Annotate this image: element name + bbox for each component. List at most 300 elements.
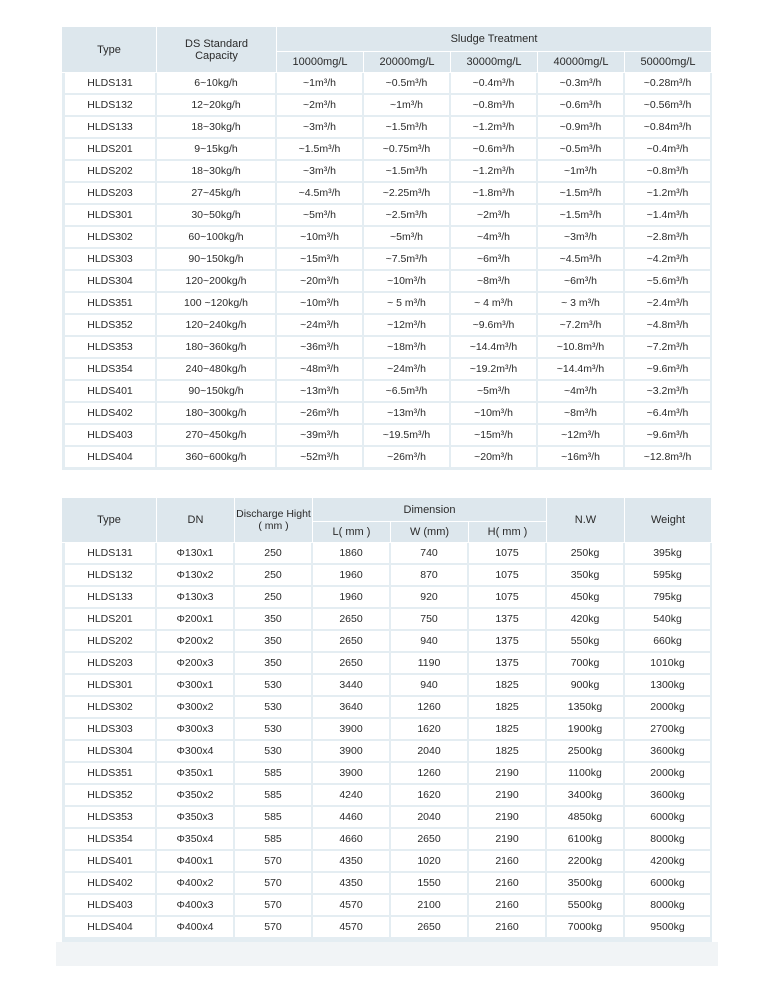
cell-flow: ~19.2m³/h — [451, 359, 538, 381]
table-row — [62, 315, 712, 337]
table-row — [62, 587, 712, 609]
cell-length: 1860 — [313, 543, 391, 565]
cell-capacity: 12~20kg/h — [157, 95, 277, 117]
cell-net-weight: 4850kg — [547, 807, 625, 829]
table-row — [62, 403, 712, 425]
cell-flow: ~0.5m³/h — [364, 73, 451, 95]
cell-dn: Φ130x3 — [157, 587, 235, 609]
cell-height: 1375 — [469, 609, 547, 631]
header-ds-capacity: DS Standard Capacity — [157, 27, 277, 73]
cell-flow: ~15m³/h — [451, 425, 538, 447]
dimension-table-body — [62, 543, 712, 939]
cell-dn: Φ400x2 — [157, 873, 235, 895]
cell-type: HLDS352 — [62, 315, 157, 337]
cell-flow: ~14.4m³/h — [451, 337, 538, 359]
cell-net-weight: 6100kg — [547, 829, 625, 851]
cell-flow: ~2.5m³/h — [364, 205, 451, 227]
cell-flow: ~12.8m³/h — [625, 447, 712, 469]
cell-discharge-height: 585 — [235, 785, 313, 807]
cell-width: 2040 — [391, 807, 469, 829]
cell-flow: ~5.6m³/h — [625, 271, 712, 293]
table-row — [62, 895, 712, 917]
cell-length: 4350 — [313, 851, 391, 873]
table-row — [62, 161, 712, 183]
cell-flow: ~24m³/h — [364, 359, 451, 381]
cell-width: 1260 — [391, 697, 469, 719]
cell-type: HLDS354 — [62, 829, 157, 851]
table-row — [62, 447, 712, 469]
cell-capacity: 270~450kg/h — [157, 425, 277, 447]
cell-type: HLDS131 — [62, 73, 157, 95]
cell-flow: ~6.5m³/h — [364, 381, 451, 403]
cell-discharge-height: 350 — [235, 653, 313, 675]
table-row — [62, 829, 712, 851]
cell-weight: 2000kg — [625, 763, 712, 785]
cell-type: HLDS303 — [62, 249, 157, 271]
cell-flow: ~4m³/h — [451, 227, 538, 249]
cell-length: 3900 — [313, 763, 391, 785]
table-row — [62, 249, 712, 271]
cell-flow: ~5m³/h — [364, 227, 451, 249]
cell-width: 920 — [391, 587, 469, 609]
cell-capacity: 9~15kg/h — [157, 139, 277, 161]
cell-flow: ~8m³/h — [538, 403, 625, 425]
cell-flow: ~13m³/h — [364, 403, 451, 425]
cell-capacity: 100 ~120kg/h — [157, 293, 277, 315]
cell-width: 750 — [391, 609, 469, 631]
cell-dn: Φ200x1 — [157, 609, 235, 631]
cell-weight: 660kg — [625, 631, 712, 653]
cell-flow: ~5m³/h — [277, 205, 364, 227]
cell-width: 2650 — [391, 917, 469, 939]
cell-discharge-height: 585 — [235, 807, 313, 829]
cell-weight: 395kg — [625, 543, 712, 565]
cell-net-weight: 1350kg — [547, 697, 625, 719]
header-dimension: Dimension — [313, 498, 547, 522]
cell-type: HLDS354 — [62, 359, 157, 381]
cell-length: 1960 — [313, 565, 391, 587]
cell-discharge-height: 570 — [235, 917, 313, 939]
cell-discharge-height: 250 — [235, 543, 313, 565]
sludge-capacity-table — [62, 27, 712, 469]
cell-height: 1825 — [469, 741, 547, 763]
cell-net-weight: 550kg — [547, 631, 625, 653]
cell-type: HLDS401 — [62, 381, 157, 403]
header-height: H( mm ) — [469, 522, 547, 543]
cell-flow: ~1.5m³/h — [277, 139, 364, 161]
cell-height: 1825 — [469, 675, 547, 697]
cell-dn: Φ400x3 — [157, 895, 235, 917]
cell-type: HLDS202 — [62, 161, 157, 183]
cell-flow: ~1.2m³/h — [451, 161, 538, 183]
cell-flow: ~24m³/h — [277, 315, 364, 337]
cell-dn: Φ350x2 — [157, 785, 235, 807]
cell-net-weight: 900kg — [547, 675, 625, 697]
cell-type: HLDS132 — [62, 95, 157, 117]
cell-discharge-height: 585 — [235, 829, 313, 851]
table-row — [62, 543, 712, 565]
cell-width: 1620 — [391, 785, 469, 807]
cell-dn: Φ350x4 — [157, 829, 235, 851]
cell-net-weight: 2200kg — [547, 851, 625, 873]
cell-type: HLDS133 — [62, 587, 157, 609]
table-row — [62, 337, 712, 359]
cell-flow: ~2m³/h — [451, 205, 538, 227]
cell-flow: ~1.4m³/h — [625, 205, 712, 227]
cell-flow: ~0.6m³/h — [451, 139, 538, 161]
cell-flow: ~15m³/h — [277, 249, 364, 271]
cell-length: 3900 — [313, 741, 391, 763]
cell-flow: ~1.5m³/h — [364, 117, 451, 139]
cell-weight: 8000kg — [625, 829, 712, 851]
cell-weight: 795kg — [625, 587, 712, 609]
header-concentration: 30000mg/L — [451, 52, 538, 73]
cell-flow: ~6m³/h — [538, 271, 625, 293]
cell-capacity: 120~240kg/h — [157, 315, 277, 337]
header-width: W (mm) — [391, 522, 469, 543]
cell-flow: ~20m³/h — [277, 271, 364, 293]
cell-capacity: 90~150kg/h — [157, 381, 277, 403]
cell-flow: ~26m³/h — [364, 447, 451, 469]
cell-width: 2100 — [391, 895, 469, 917]
cell-dn: Φ300x2 — [157, 697, 235, 719]
cell-flow: ~10m³/h — [364, 271, 451, 293]
cell-capacity: 90~150kg/h — [157, 249, 277, 271]
table-row — [62, 73, 712, 95]
cell-type: HLDS401 — [62, 851, 157, 873]
cell-type: HLDS351 — [62, 763, 157, 785]
cell-flow: ~3m³/h — [277, 117, 364, 139]
table-row — [62, 271, 712, 293]
cell-type: HLDS203 — [62, 653, 157, 675]
header-length: L( mm ) — [313, 522, 391, 543]
cell-dn: Φ350x1 — [157, 763, 235, 785]
cell-flow: ~26m³/h — [277, 403, 364, 425]
table-row — [62, 631, 712, 653]
cell-discharge-height: 530 — [235, 675, 313, 697]
header-sludge-treatment: Sludge Treatment — [277, 27, 712, 52]
table-row — [62, 675, 712, 697]
table-row — [62, 117, 712, 139]
cell-length: 4570 — [313, 895, 391, 917]
cell-type: HLDS201 — [62, 609, 157, 631]
cell-dn: Φ130x2 — [157, 565, 235, 587]
cell-flow: ~1.5m³/h — [538, 183, 625, 205]
table-row — [62, 763, 712, 785]
cell-dn: Φ300x1 — [157, 675, 235, 697]
header-type: Type — [62, 27, 157, 73]
cell-dn: Φ200x3 — [157, 653, 235, 675]
cell-flow: ~19.5m³/h — [364, 425, 451, 447]
cell-length: 2650 — [313, 609, 391, 631]
header-dn: DN — [157, 498, 235, 543]
cell-flow: ~14.4m³/h — [538, 359, 625, 381]
cell-flow: ~4m³/h — [538, 381, 625, 403]
page-footer-shade — [56, 942, 718, 966]
cell-flow: ~9.6m³/h — [625, 425, 712, 447]
cell-dn: Φ400x4 — [157, 917, 235, 939]
table-row — [62, 807, 712, 829]
cell-capacity: 120~200kg/h — [157, 271, 277, 293]
cell-flow: ~7.2m³/h — [625, 337, 712, 359]
cell-flow: ~4.8m³/h — [625, 315, 712, 337]
cell-flow: ~0.75m³/h — [364, 139, 451, 161]
cell-net-weight: 700kg — [547, 653, 625, 675]
cell-flow: ~10m³/h — [277, 227, 364, 249]
table-row — [62, 785, 712, 807]
cell-weight: 595kg — [625, 565, 712, 587]
cell-flow: ~10m³/h — [277, 293, 364, 315]
cell-flow: ~0.4m³/h — [451, 73, 538, 95]
table-row — [62, 741, 712, 763]
cell-width: 1550 — [391, 873, 469, 895]
cell-type: HLDS302 — [62, 227, 157, 249]
cell-type: HLDS303 — [62, 719, 157, 741]
cell-flow: ~7.2m³/h — [538, 315, 625, 337]
cell-type: HLDS403 — [62, 895, 157, 917]
cell-length: 3900 — [313, 719, 391, 741]
table-row — [62, 293, 712, 315]
cell-flow: ~16m³/h — [538, 447, 625, 469]
cell-discharge-height: 570 — [235, 873, 313, 895]
cell-weight: 8000kg — [625, 895, 712, 917]
cell-capacity: 27~45kg/h — [157, 183, 277, 205]
dimension-table-panel — [62, 498, 712, 945]
cell-type: HLDS302 — [62, 697, 157, 719]
cell-dn: Φ300x3 — [157, 719, 235, 741]
header-concentration: 10000mg/L — [277, 52, 364, 73]
cell-flow: ~4.5m³/h — [538, 249, 625, 271]
cell-width: 870 — [391, 565, 469, 587]
cell-type: HLDS301 — [62, 205, 157, 227]
cell-type: HLDS403 — [62, 425, 157, 447]
cell-flow: ~3.2m³/h — [625, 381, 712, 403]
cell-type: HLDS203 — [62, 183, 157, 205]
cell-length: 4660 — [313, 829, 391, 851]
cell-dn: Φ400x1 — [157, 851, 235, 873]
cell-capacity: 30~50kg/h — [157, 205, 277, 227]
cell-dn: Φ300x4 — [157, 741, 235, 763]
cell-discharge-height: 530 — [235, 697, 313, 719]
cell-discharge-height: 530 — [235, 719, 313, 741]
cell-flow: ~10.8m³/h — [538, 337, 625, 359]
cell-flow: ~39m³/h — [277, 425, 364, 447]
cell-width: 1190 — [391, 653, 469, 675]
table-row — [62, 95, 712, 117]
cell-length: 3440 — [313, 675, 391, 697]
cell-discharge-height: 250 — [235, 565, 313, 587]
table-row — [62, 851, 712, 873]
cell-net-weight: 420kg — [547, 609, 625, 631]
cell-flow: ~0.6m³/h — [538, 95, 625, 117]
cell-dn: Φ130x1 — [157, 543, 235, 565]
cell-type: HLDS353 — [62, 807, 157, 829]
capacity-table-body — [62, 73, 712, 469]
cell-flow: ~0.56m³/h — [625, 95, 712, 117]
cell-flow: ~ 3 m³/h — [538, 293, 625, 315]
table-row — [62, 873, 712, 895]
table-row — [62, 917, 712, 939]
cell-width: 940 — [391, 631, 469, 653]
table-row — [62, 719, 712, 741]
cell-flow: ~0.3m³/h — [538, 73, 625, 95]
dimension-weight-table — [62, 498, 712, 939]
cell-height: 2160 — [469, 851, 547, 873]
cell-flow: ~0.84m³/h — [625, 117, 712, 139]
cell-dn: Φ350x3 — [157, 807, 235, 829]
cell-flow: ~2.4m³/h — [625, 293, 712, 315]
table-row — [62, 183, 712, 205]
cell-height: 1375 — [469, 631, 547, 653]
cell-net-weight: 1100kg — [547, 763, 625, 785]
cell-weight: 1300kg — [625, 675, 712, 697]
cell-flow: ~7.5m³/h — [364, 249, 451, 271]
cell-capacity: 60~100kg/h — [157, 227, 277, 249]
cell-flow: ~20m³/h — [451, 447, 538, 469]
cell-length: 4570 — [313, 917, 391, 939]
cell-width: 1620 — [391, 719, 469, 741]
cell-flow: ~36m³/h — [277, 337, 364, 359]
cell-height: 1825 — [469, 697, 547, 719]
cell-capacity: 18~30kg/h — [157, 161, 277, 183]
cell-type: HLDS301 — [62, 675, 157, 697]
cell-net-weight: 2500kg — [547, 741, 625, 763]
table-row — [62, 205, 712, 227]
cell-height: 2190 — [469, 763, 547, 785]
cell-capacity: 6~10kg/h — [157, 73, 277, 95]
cell-net-weight: 3500kg — [547, 873, 625, 895]
cell-height: 1075 — [469, 587, 547, 609]
cell-width: 940 — [391, 675, 469, 697]
table-row — [62, 425, 712, 447]
cell-flow: ~18m³/h — [364, 337, 451, 359]
cell-flow: ~12m³/h — [538, 425, 625, 447]
capacity-table-panel — [62, 27, 712, 470]
cell-discharge-height: 350 — [235, 631, 313, 653]
cell-flow: ~1.8m³/h — [451, 183, 538, 205]
cell-flow: ~6m³/h — [451, 249, 538, 271]
cell-type: HLDS201 — [62, 139, 157, 161]
table-row — [62, 381, 712, 403]
cell-flow: ~1.2m³/h — [625, 183, 712, 205]
cell-height: 2190 — [469, 785, 547, 807]
cell-net-weight: 5500kg — [547, 895, 625, 917]
cell-weight: 1010kg — [625, 653, 712, 675]
cell-flow: ~2m³/h — [277, 95, 364, 117]
cell-type: HLDS131 — [62, 543, 157, 565]
cell-discharge-height: 250 — [235, 587, 313, 609]
cell-flow: ~9.6m³/h — [625, 359, 712, 381]
cell-length: 4240 — [313, 785, 391, 807]
table-row — [62, 697, 712, 719]
table-row — [62, 359, 712, 381]
cell-weight: 3600kg — [625, 785, 712, 807]
header-concentration: 20000mg/L — [364, 52, 451, 73]
cell-flow: ~12m³/h — [364, 315, 451, 337]
cell-flow: ~48m³/h — [277, 359, 364, 381]
header-weight: Weight — [625, 498, 712, 543]
cell-height: 1825 — [469, 719, 547, 741]
cell-flow: ~ 4 m³/h — [451, 293, 538, 315]
cell-width: 1020 — [391, 851, 469, 873]
cell-length: 2650 — [313, 653, 391, 675]
cell-type: HLDS304 — [62, 741, 157, 763]
table-row — [62, 227, 712, 249]
table-row — [62, 609, 712, 631]
cell-net-weight: 450kg — [547, 587, 625, 609]
cell-flow: ~2.8m³/h — [625, 227, 712, 249]
cell-flow: ~6.4m³/h — [625, 403, 712, 425]
cell-type: HLDS402 — [62, 873, 157, 895]
cell-type: HLDS402 — [62, 403, 157, 425]
header-net-weight: N.W — [547, 498, 625, 543]
cell-height: 2160 — [469, 917, 547, 939]
cell-length: 1960 — [313, 587, 391, 609]
cell-net-weight: 7000kg — [547, 917, 625, 939]
cell-flow: ~8m³/h — [451, 271, 538, 293]
cell-height: 1075 — [469, 543, 547, 565]
cell-flow: ~1.2m³/h — [451, 117, 538, 139]
cell-length: 2650 — [313, 631, 391, 653]
cell-flow: ~0.8m³/h — [451, 95, 538, 117]
cell-flow: ~0.9m³/h — [538, 117, 625, 139]
cell-width: 2650 — [391, 829, 469, 851]
cell-weight: 3600kg — [625, 741, 712, 763]
cell-weight: 6000kg — [625, 807, 712, 829]
cell-flow: ~1m³/h — [538, 161, 625, 183]
cell-width: 740 — [391, 543, 469, 565]
cell-flow: ~0.5m³/h — [538, 139, 625, 161]
cell-flow: ~0.28m³/h — [625, 73, 712, 95]
cell-weight: 2700kg — [625, 719, 712, 741]
cell-flow: ~0.4m³/h — [625, 139, 712, 161]
cell-capacity: 360~600kg/h — [157, 447, 277, 469]
cell-length: 3640 — [313, 697, 391, 719]
cell-capacity: 180~300kg/h — [157, 403, 277, 425]
cell-discharge-height: 530 — [235, 741, 313, 763]
cell-height: 2160 — [469, 895, 547, 917]
header-concentration: 40000mg/L — [538, 52, 625, 73]
cell-weight: 6000kg — [625, 873, 712, 895]
cell-net-weight: 350kg — [547, 565, 625, 587]
cell-flow: ~5m³/h — [451, 381, 538, 403]
cell-flow: ~ 5 m³/h — [364, 293, 451, 315]
cell-weight: 9500kg — [625, 917, 712, 939]
cell-net-weight: 1900kg — [547, 719, 625, 741]
header-discharge-height: Discharge Hight ( mm ) — [235, 498, 313, 543]
cell-type: HLDS404 — [62, 917, 157, 939]
cell-flow: ~3m³/h — [277, 161, 364, 183]
cell-weight: 2000kg — [625, 697, 712, 719]
cell-capacity: 240~480kg/h — [157, 359, 277, 381]
cell-type: HLDS132 — [62, 565, 157, 587]
cell-length: 4460 — [313, 807, 391, 829]
cell-capacity: 180~360kg/h — [157, 337, 277, 359]
cell-discharge-height: 585 — [235, 763, 313, 785]
cell-flow: ~2.25m³/h — [364, 183, 451, 205]
cell-height: 1075 — [469, 565, 547, 587]
cell-width: 2040 — [391, 741, 469, 763]
cell-flow: ~4.5m³/h — [277, 183, 364, 205]
table-row — [62, 565, 712, 587]
cell-discharge-height: 570 — [235, 895, 313, 917]
header-concentration: 50000mg/L — [625, 52, 712, 73]
cell-capacity: 18~30kg/h — [157, 117, 277, 139]
cell-type: HLDS133 — [62, 117, 157, 139]
cell-width: 1260 — [391, 763, 469, 785]
cell-type: HLDS353 — [62, 337, 157, 359]
cell-length: 4350 — [313, 873, 391, 895]
